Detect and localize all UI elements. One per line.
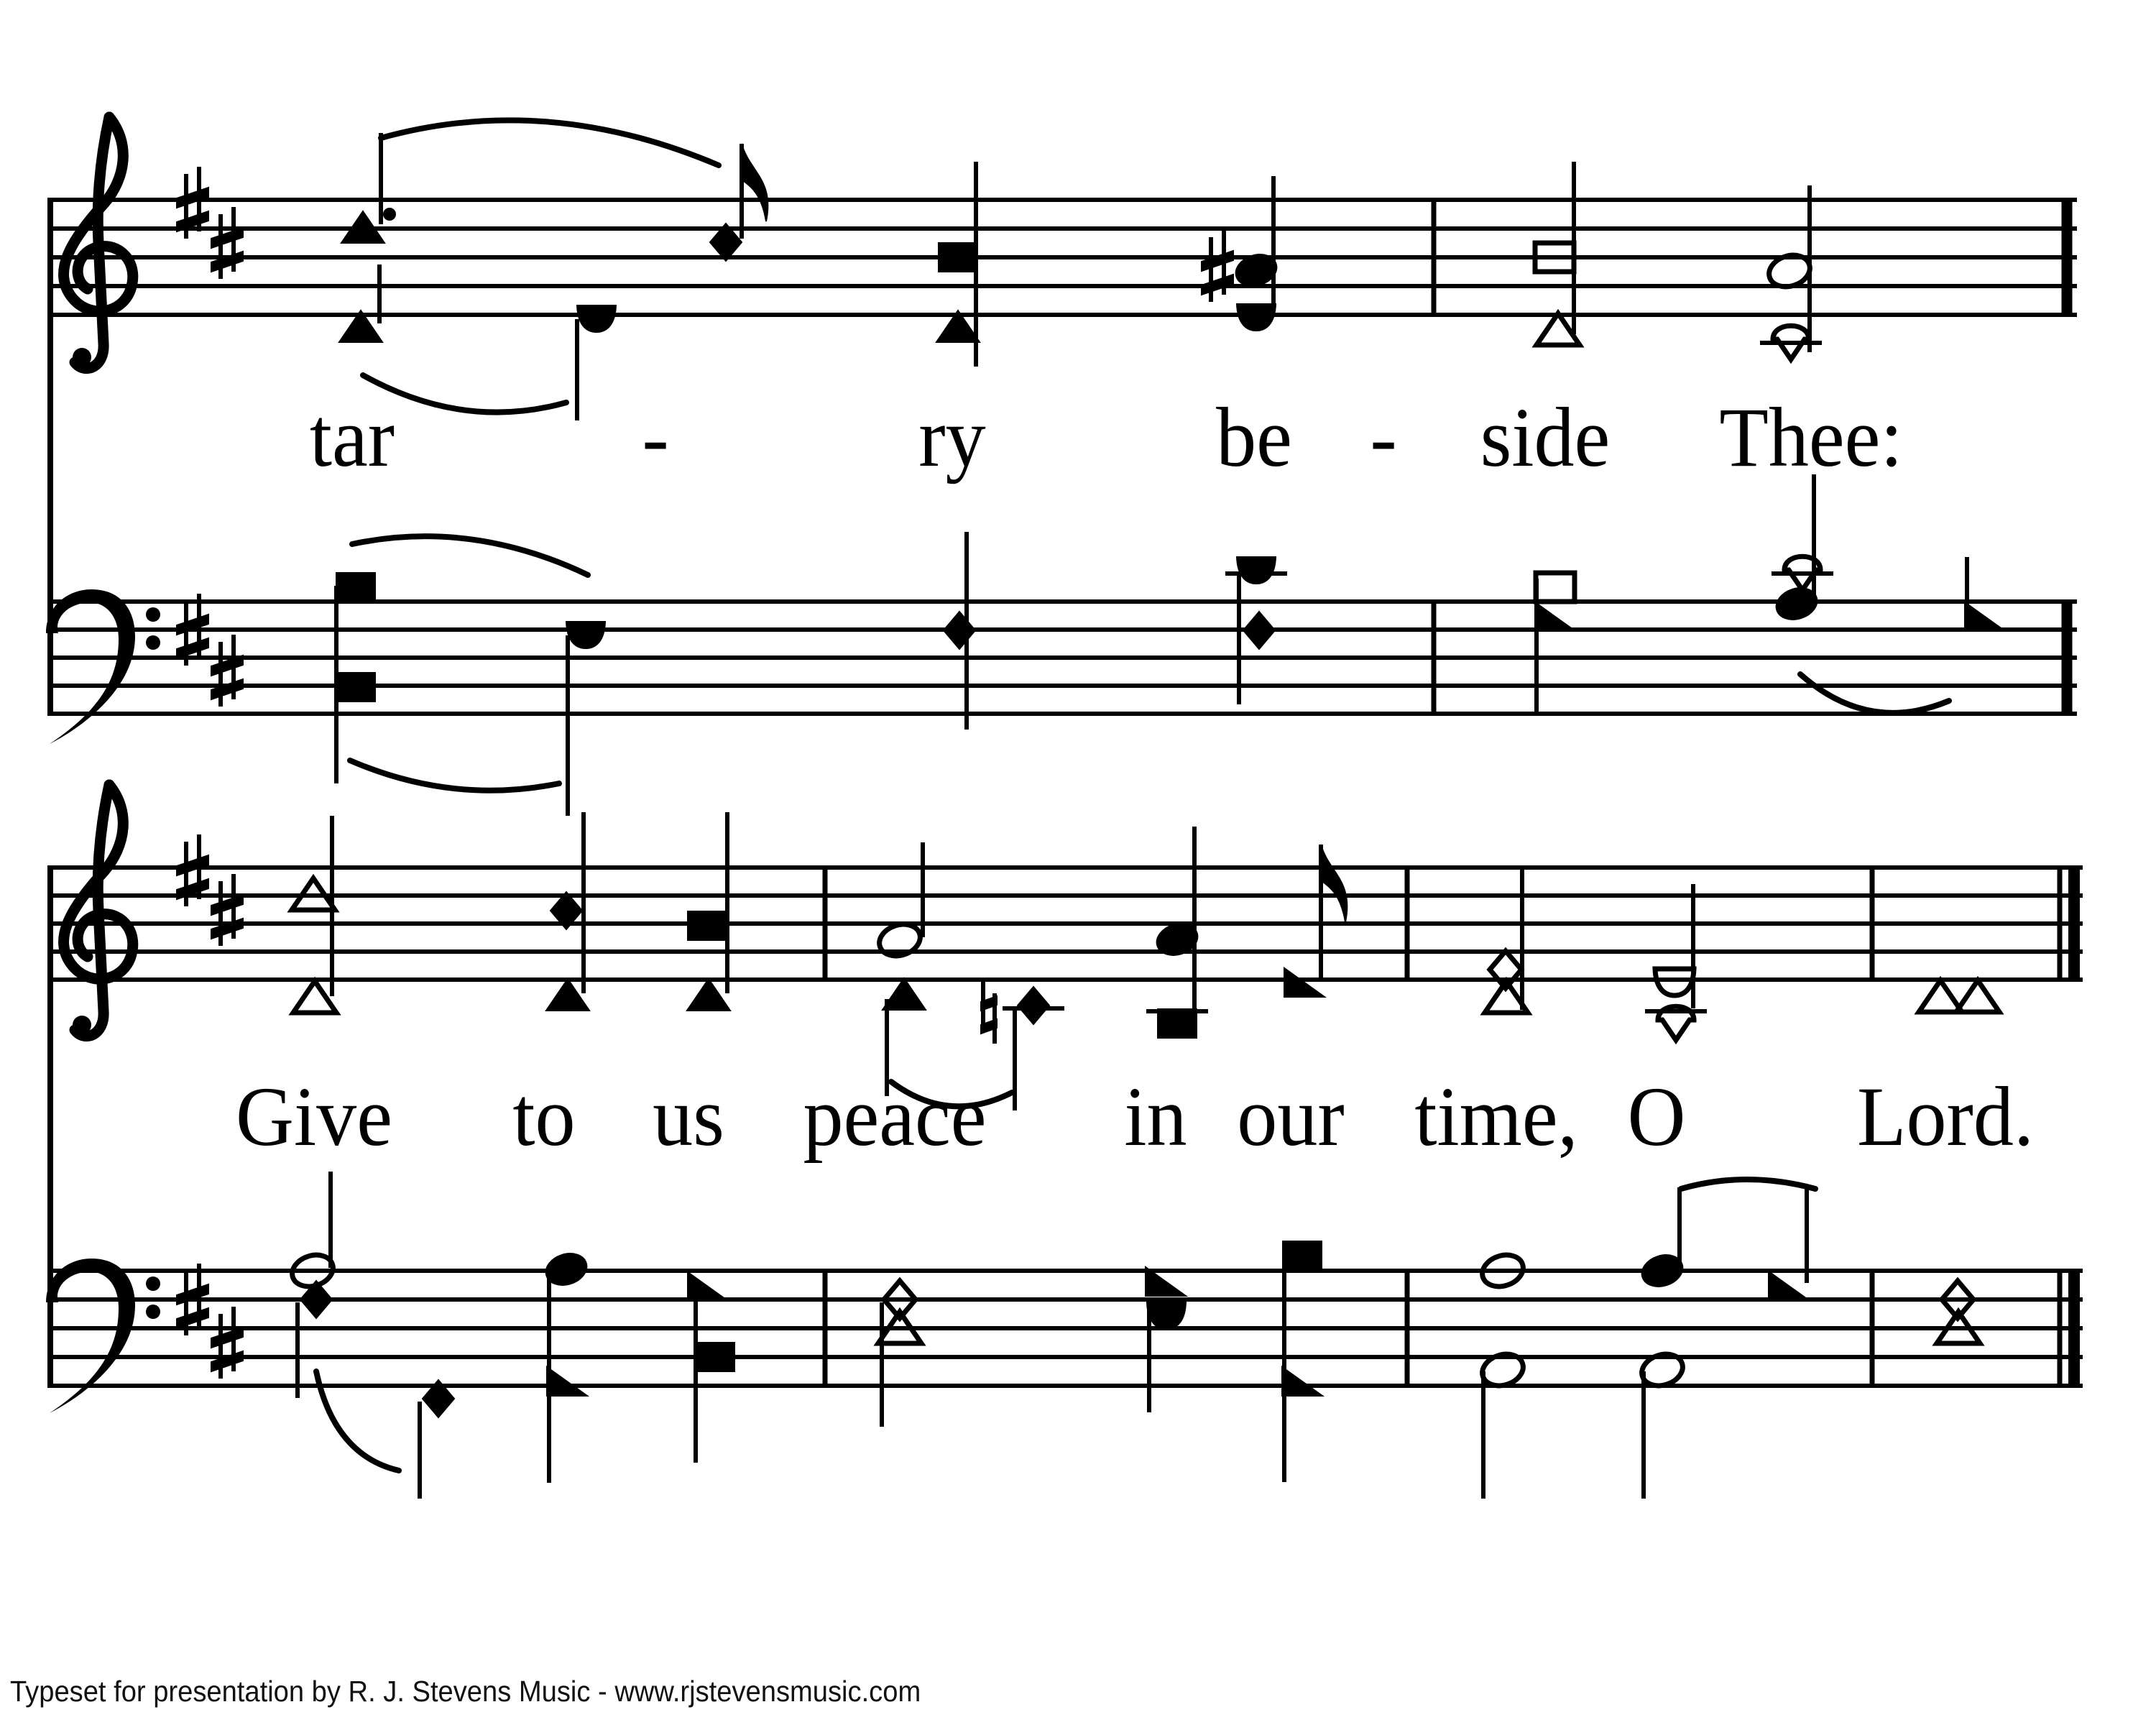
note-stem <box>1481 1371 1485 1499</box>
barline <box>1432 198 1437 317</box>
note-stem <box>328 1172 333 1268</box>
staff-line <box>50 712 2077 716</box>
ledger-line <box>1645 1009 1707 1013</box>
staff-line <box>50 1269 2083 1273</box>
lyrics-line-1 <box>0 390 2156 503</box>
barline <box>2058 1269 2063 1388</box>
note-stem <box>566 635 570 816</box>
notehead-mi <box>944 612 975 649</box>
lyric-syllable: Lord. <box>1857 1070 2034 1164</box>
ledger-line <box>1772 571 1833 576</box>
barline <box>1405 865 1410 982</box>
sharp-icon <box>177 638 208 658</box>
barline <box>1870 1269 1875 1388</box>
staff-line <box>50 656 2077 660</box>
staff-line <box>50 1384 2083 1388</box>
staff-line <box>50 627 2077 632</box>
sharp-icon <box>211 252 243 272</box>
note-stem <box>1805 1187 1809 1283</box>
notehead-la <box>696 1343 734 1371</box>
lyric-syllable: to <box>512 1070 576 1164</box>
barline <box>2068 865 2080 982</box>
sharp-icon <box>211 679 243 699</box>
note-stem <box>1691 884 1695 1008</box>
notehead-la <box>688 911 727 940</box>
staff-line <box>50 255 2077 259</box>
lyric-syllable: tar <box>309 390 395 484</box>
footer-credit: Typeset for presentation by R. J. Stevens Music - www.rjstevensmusic.com <box>10 1675 921 1708</box>
notehead-do <box>687 979 730 1011</box>
barline <box>2058 865 2063 982</box>
lyric-syllable: in <box>1124 1070 1187 1164</box>
eighth-flag-icon <box>742 144 768 221</box>
staff-line <box>50 921 2083 926</box>
note-stem <box>725 812 729 993</box>
barline <box>1432 599 1437 716</box>
lyric-syllable: - <box>642 390 669 484</box>
notehead-mi <box>1018 987 1049 1024</box>
notehead-do <box>883 978 926 1010</box>
staff-line <box>50 949 2083 954</box>
notehead-re <box>577 305 616 332</box>
barline <box>1870 865 1875 982</box>
bass-clef-icon <box>146 607 160 622</box>
note-stem <box>694 1285 698 1463</box>
slur <box>381 120 719 165</box>
lyrics-line-2 <box>0 1070 2156 1182</box>
lyric-syllable: - <box>1370 390 1397 484</box>
note-stem <box>1520 866 1524 1010</box>
lyric-syllable: our <box>1237 1070 1345 1164</box>
slur <box>1800 674 1949 713</box>
notehead-la <box>939 243 977 272</box>
sharp-icon <box>211 1328 243 1348</box>
notehead-re <box>1147 1302 1186 1329</box>
sharp-icon <box>211 228 243 248</box>
treble-clef-icon <box>73 1016 91 1034</box>
slur <box>350 760 559 791</box>
notehead-mi <box>1243 612 1275 649</box>
barline <box>2068 1269 2080 1388</box>
notehead-fa <box>1282 1367 1322 1396</box>
notehead-do <box>1919 980 1962 1012</box>
note-stem <box>377 264 382 323</box>
note-stem <box>921 842 925 937</box>
notehead-la <box>336 673 375 702</box>
note-stem <box>418 1402 422 1499</box>
barline <box>1405 1269 1410 1388</box>
lyric-syllable: side <box>1480 390 1611 484</box>
notehead-la <box>1158 1009 1197 1038</box>
sharp-icon <box>1202 275 1233 295</box>
lyric-syllable: Give <box>236 1070 392 1164</box>
note-stem <box>1641 1371 1646 1499</box>
notehead-re <box>566 622 605 648</box>
notehead-do <box>1956 980 1999 1012</box>
sharp-icon <box>211 895 243 915</box>
lyric-syllable: be <box>1216 390 1292 484</box>
notehead-la <box>336 573 375 602</box>
eighth-flag-icon <box>1321 845 1347 922</box>
staff-line <box>50 1326 2083 1330</box>
staff-line <box>50 865 2083 870</box>
notehead-fa <box>547 1367 587 1396</box>
lyric-syllable: ry <box>918 390 986 484</box>
augmentation-dot <box>383 208 396 221</box>
staff-line <box>50 1355 2083 1359</box>
notehead-re <box>1237 557 1276 584</box>
note-stem <box>1677 1187 1682 1268</box>
lyric-syllable: peace <box>803 1070 987 1164</box>
treble-clef-icon <box>73 348 91 367</box>
staff-line <box>50 313 2077 317</box>
staff-line <box>50 198 2077 202</box>
lyric-syllable: Thee: <box>1719 390 1903 484</box>
lyric-syllable: us <box>653 1070 724 1164</box>
note-stem <box>880 1302 884 1427</box>
slur <box>352 536 588 575</box>
bass-clef-icon <box>146 1305 160 1319</box>
notehead-re <box>1237 304 1276 331</box>
note-stem <box>581 812 586 993</box>
staff-line <box>50 978 2083 982</box>
notehead-fa <box>1535 602 1575 631</box>
barline <box>823 1269 828 1388</box>
notehead-re <box>1655 969 1694 995</box>
bass-clef-icon <box>146 635 160 650</box>
notehead-fa <box>1284 968 1325 997</box>
sharp-icon <box>177 855 208 875</box>
notehead-fa <box>1769 1271 1809 1300</box>
note-stem <box>295 1302 300 1398</box>
lyric-syllable: time, <box>1414 1070 1578 1164</box>
barline <box>2062 198 2073 317</box>
note-stem <box>1237 575 1241 704</box>
staff-line <box>50 893 2083 898</box>
ledger-line <box>1760 341 1822 345</box>
bass-clef-icon <box>46 589 135 744</box>
sharp-icon <box>177 1308 208 1328</box>
sharp-icon <box>177 188 208 208</box>
barline <box>2062 599 2073 716</box>
bass-clef-icon <box>146 1276 160 1291</box>
bass-clef-icon <box>46 1259 135 1413</box>
note-stem <box>379 133 383 224</box>
barline <box>823 865 828 982</box>
notehead-fa <box>1965 602 2005 631</box>
note-stem <box>1282 1245 1286 1482</box>
notehead-la <box>1536 573 1575 602</box>
note-stem <box>1271 176 1276 310</box>
lyric-syllable: O <box>1627 1070 1686 1164</box>
sharp-icon <box>211 1351 243 1371</box>
sharp-icon <box>1202 251 1233 271</box>
notehead-la <box>1283 1241 1322 1270</box>
notehead-fa <box>688 1272 728 1301</box>
